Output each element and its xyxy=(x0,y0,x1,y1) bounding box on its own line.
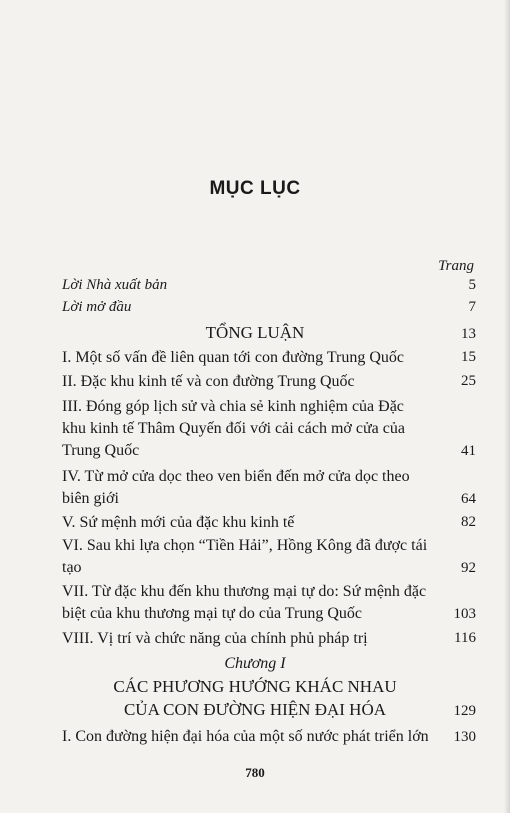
toc-entry-overview-1[interactable] xyxy=(62,347,476,368)
toc-entry-page: 13 xyxy=(461,326,476,342)
page-edge-shadow xyxy=(504,0,510,813)
chapter-label: Chương I xyxy=(224,655,286,672)
toc-entry-overview-4[interactable] xyxy=(62,466,476,510)
toc-entry-page: 92 xyxy=(461,560,476,576)
toc-entry-label: V. Sứ mệnh mới của đặc khu kinh tế xyxy=(62,514,295,531)
toc-entry-label: Lời Nhà xuất bản xyxy=(62,277,168,293)
toc-entry-page: 41 xyxy=(461,443,476,459)
toc-entry-overview-2[interactable] xyxy=(62,371,476,392)
toc-entry-page: 129 xyxy=(453,703,476,719)
page-number: 780 xyxy=(245,765,265,780)
toc-entry-label: III. Đóng góp lịch sử và chia sẻ kinh nghiệm của Đặc khu kinh tế Thâm Quyến đối với cải cách mở cửa của Trung Quốc xyxy=(62,398,405,459)
toc-entry-overview-5[interactable] xyxy=(62,512,476,533)
toc-title: MỤC LỤC xyxy=(209,178,301,199)
toc-section-overview[interactable] xyxy=(0,323,510,343)
toc-entry-label: VIII. Vị trí và chức năng của chính phủ pháp trị xyxy=(62,630,368,647)
toc-entry-page: 15 xyxy=(461,349,476,365)
section-heading: TỔNG LUẬN xyxy=(205,323,305,342)
toc-entry-page: 64 xyxy=(461,491,476,507)
chapter-heading-text: CÁC PHƯƠNG HƯỚNG KHÁC NHAU xyxy=(113,677,397,696)
toc-entry-label: VI. Sau khi lựa chọn “Tiền Hải”, Hồng Kông đã được tái tạo xyxy=(62,537,428,576)
toc-entry-overview-7[interactable] xyxy=(62,581,476,625)
toc-entry-chapter1-1[interactable] xyxy=(62,726,476,748)
toc-entry-label: I. Con đường hiện đại hóa của một số nước phát triển lớn xyxy=(62,728,429,745)
toc-section-chapter1[interactable] xyxy=(0,700,510,720)
bleed-through-text xyxy=(60,92,470,170)
toc-entry-overview-3[interactable] xyxy=(62,396,476,462)
toc-entry-page: 5 xyxy=(468,277,476,293)
toc-entry-page: 82 xyxy=(461,514,476,530)
toc-entry-page: 25 xyxy=(461,373,476,389)
toc-entry-label: Lời mở đầu xyxy=(62,299,132,315)
chapter-heading-line1 xyxy=(0,677,510,697)
toc-entry-publisher-note[interactable] xyxy=(62,275,476,296)
toc-entry-label: VII. Từ đặc khu đến khu thương mại tự do: Sứ mệnh đặc biệt của khu thương mại tự do của Trung Quốc xyxy=(62,583,427,622)
page-column-label: Trang xyxy=(438,258,474,274)
toc-entry-label: IV. Từ mở cửa dọc theo ven biển đến mở cửa dọc theo biên giới xyxy=(62,468,410,507)
toc-entry-page: 103 xyxy=(453,606,476,622)
toc-entry-overview-8[interactable] xyxy=(62,628,476,649)
toc-entry-label: II. Đặc khu kinh tế và con đường Trung Quốc xyxy=(62,373,355,390)
toc-entry-preface[interactable] xyxy=(62,297,476,318)
toc-entry-page: 7 xyxy=(468,299,476,315)
chapter-heading-text: CỦA CON ĐƯỜNG HIỆN ĐẠI HÓA xyxy=(123,700,387,719)
toc-entry-overview-6[interactable] xyxy=(62,535,476,579)
toc-entry-page: 130 xyxy=(453,729,476,745)
toc-entry-label: I. Một số vấn đề liên quan tới con đường Trung Quốc xyxy=(62,349,405,366)
toc-entry-page: 116 xyxy=(454,630,476,646)
